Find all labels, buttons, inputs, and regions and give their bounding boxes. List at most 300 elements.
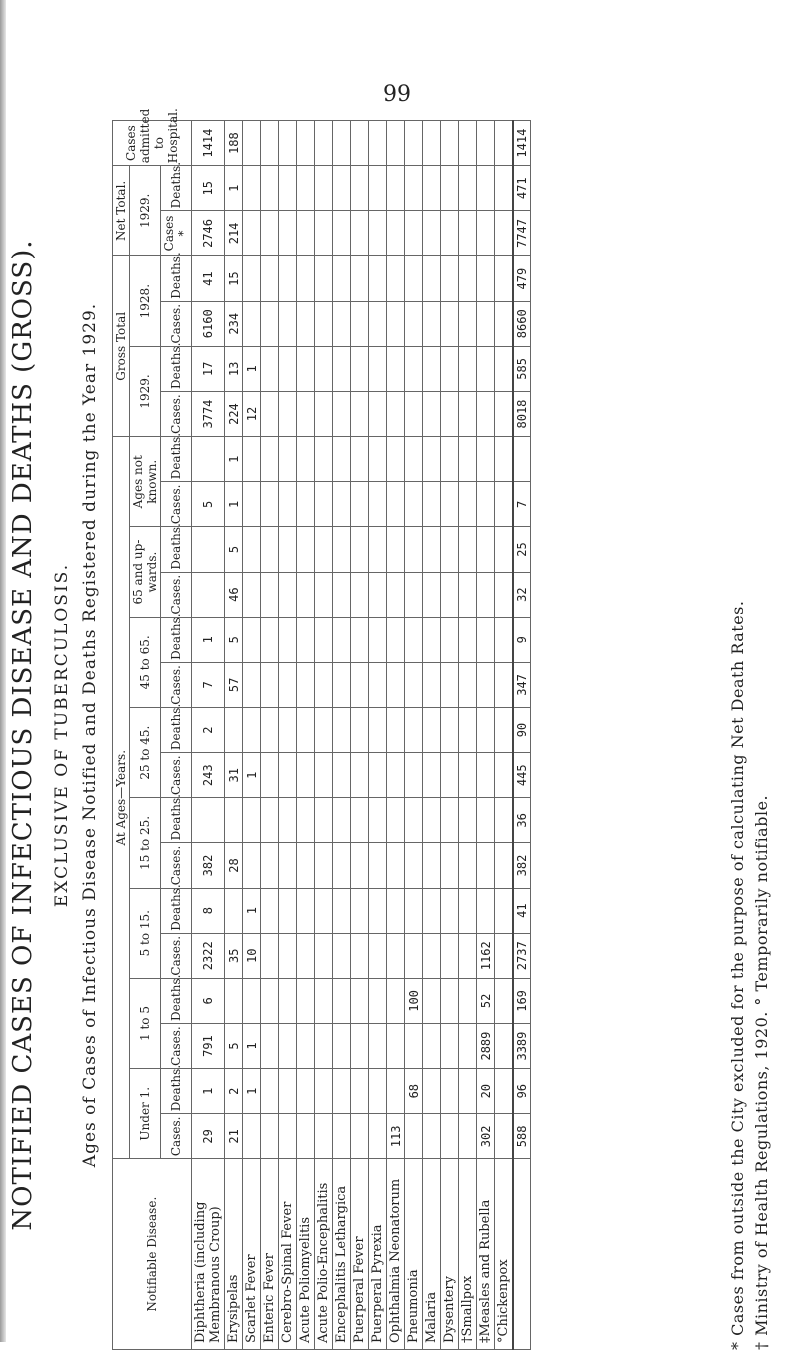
cell-value (387, 843, 405, 888)
cell-value (243, 301, 261, 346)
cell-value (369, 211, 387, 256)
cell-value (297, 1023, 315, 1068)
cell-value (369, 617, 387, 662)
cell-value (333, 662, 351, 707)
cell-value (459, 843, 477, 888)
cell-value (405, 843, 423, 888)
cell-value (351, 391, 369, 436)
cell-value (387, 527, 405, 572)
cell-value (495, 256, 514, 301)
disease-name: ‡Measles and Rubella (477, 1159, 495, 1350)
cell-value (333, 617, 351, 662)
cell-value (279, 527, 297, 572)
cell-value: 13 (225, 346, 243, 391)
cell-value (387, 617, 405, 662)
cell-value (387, 346, 405, 391)
header-cases: Cases. (161, 572, 192, 617)
cell-value: 21 (225, 1114, 243, 1159)
cell-value (297, 527, 315, 572)
cell-value (459, 166, 477, 211)
cell-value (387, 572, 405, 617)
cell-value (351, 346, 369, 391)
cell-value: 36 (513, 798, 531, 843)
cell-value: 7 (513, 482, 531, 527)
cell-value: 8660 (513, 301, 531, 346)
cell-value (315, 527, 333, 572)
cell-value (441, 391, 459, 436)
header-cases: Cases. (161, 843, 192, 888)
page-subtitle: EXCLUSIVE OF TUBERCULOSIS. (52, 562, 72, 908)
cell-value (351, 888, 369, 933)
cell-value (243, 256, 261, 301)
cell-value: 9 (513, 617, 531, 662)
cell-value (315, 256, 333, 301)
cell-value (315, 437, 333, 482)
header-year: 1929. (130, 346, 161, 436)
cell-value (333, 1023, 351, 1068)
cell-value (243, 617, 261, 662)
header-cases: Cases. (161, 482, 192, 527)
cell-value (315, 798, 333, 843)
cell-value (387, 753, 405, 798)
cell-value (387, 391, 405, 436)
cell-value (441, 346, 459, 391)
cell-value (315, 617, 333, 662)
cell-value (459, 888, 477, 933)
cell-value: 2 (192, 708, 225, 753)
cell-value: 1 (243, 346, 261, 391)
cell-value (441, 121, 459, 166)
cell-value (315, 211, 333, 256)
cell-value (351, 798, 369, 843)
cell-value (369, 798, 387, 843)
cell-value (297, 211, 315, 256)
cell-value (495, 888, 514, 933)
cell-value (459, 1114, 477, 1159)
cell-value (351, 617, 369, 662)
header-deaths: Deaths. (161, 527, 192, 572)
cell-value (441, 572, 459, 617)
rotated-table-page (0, 108, 780, 1350)
cell-value (423, 843, 441, 888)
header-deaths: Deaths. (161, 888, 192, 933)
header-age-group: 65 and up-wards. (130, 527, 161, 617)
cell-value (423, 753, 441, 798)
cell-value (279, 708, 297, 753)
cell-value (477, 121, 495, 166)
header-gross-total: Gross Total (113, 256, 130, 437)
cell-value: 96 (513, 1069, 531, 1114)
cell-value: 1414 (192, 121, 225, 166)
cell-value: 791 (192, 1023, 225, 1068)
cell-value (333, 888, 351, 933)
cell-value (423, 888, 441, 933)
table-row (477, 121, 495, 1350)
cell-value (192, 798, 225, 843)
cell-value (477, 346, 495, 391)
table-row (315, 121, 333, 1350)
cell-value (459, 437, 477, 482)
cell-value (261, 617, 279, 662)
cell-value: 32 (513, 572, 531, 617)
cell-value: 100 (405, 978, 423, 1023)
cell-value (243, 482, 261, 527)
cell-value (315, 1069, 333, 1114)
cell-value: 214 (225, 211, 243, 256)
cell-value (333, 482, 351, 527)
cell-value (261, 1114, 279, 1159)
disease-name: Dysentery (441, 1159, 459, 1350)
cell-value (261, 346, 279, 391)
header-deaths: Deaths. (161, 978, 192, 1023)
cell-value: 1414 (513, 121, 531, 166)
cell-value (441, 1069, 459, 1114)
cell-value (261, 933, 279, 978)
cell-value (405, 346, 423, 391)
cell-value (459, 662, 477, 707)
cell-value: 1 (243, 1023, 261, 1068)
cell-value: 29 (192, 1114, 225, 1159)
cell-value (315, 391, 333, 436)
cell-value (315, 933, 333, 978)
cell-value (477, 798, 495, 843)
cell-value (333, 933, 351, 978)
page-title: NOTIFIED CASES OF INFECTIOUS DISEASE AND DEATHS (GROSS). (8, 239, 38, 1231)
cell-value (459, 482, 477, 527)
cell-value (333, 708, 351, 753)
header-age-group: Ages not known. (130, 437, 161, 527)
cell-value: 8 (192, 888, 225, 933)
cell-value (477, 166, 495, 211)
cell-value: 1 (225, 437, 243, 482)
cell-value (441, 888, 459, 933)
cell-value (495, 1114, 514, 1159)
cell-value (441, 708, 459, 753)
cell-value: 68 (405, 1069, 423, 1114)
cell-value (369, 888, 387, 933)
cell-value (279, 1114, 297, 1159)
cell-value (351, 1023, 369, 1068)
cell-value: 2737 (513, 933, 531, 978)
cell-value (495, 617, 514, 662)
cell-value: 15 (192, 166, 225, 211)
cell-value (333, 437, 351, 482)
cell-value (315, 662, 333, 707)
cell-value (333, 301, 351, 346)
cell-value (369, 437, 387, 482)
cell-value (423, 798, 441, 843)
cell-value (423, 1069, 441, 1114)
cell-value: 471 (513, 166, 531, 211)
cell-value (315, 482, 333, 527)
cell-value (333, 211, 351, 256)
cell-value (387, 978, 405, 1023)
cell-value (495, 437, 514, 482)
table-row (225, 121, 243, 1350)
cell-value (441, 527, 459, 572)
cell-value: 57 (225, 662, 243, 707)
cell-value (423, 437, 441, 482)
cell-value (351, 437, 369, 482)
table-row (441, 121, 459, 1350)
cell-value (351, 121, 369, 166)
cell-value (297, 1069, 315, 1114)
header-year: 1929. (130, 166, 161, 256)
cell-value (351, 256, 369, 301)
cell-value (495, 798, 514, 843)
cell-value: 1 (243, 1069, 261, 1114)
cell-value (459, 933, 477, 978)
cell-value (405, 888, 423, 933)
cell-value (315, 301, 333, 346)
cell-value: 5 (225, 527, 243, 572)
cell-value (423, 527, 441, 572)
cell-value (477, 662, 495, 707)
cell-value: 3389 (513, 1023, 531, 1068)
cell-value (369, 301, 387, 346)
cell-value: 588 (513, 1114, 531, 1159)
cell-value (333, 978, 351, 1023)
cell-value (369, 1023, 387, 1068)
header-age-group: 5 to 15. (130, 888, 161, 978)
header-cases: Cases. (161, 662, 192, 707)
cell-value (441, 301, 459, 346)
cell-value (495, 1023, 514, 1068)
cell-value: 382 (513, 843, 531, 888)
table-row (261, 121, 279, 1350)
header-cases: Cases. (161, 1114, 192, 1159)
disease-name: Puerperal Fever (351, 1159, 369, 1350)
cell-value (279, 301, 297, 346)
table-caption: Ages of Cases of Infectious Disease Notified and Deaths Registered during the Year 1929. (80, 302, 100, 1168)
cell-value (243, 121, 261, 166)
cell-value (333, 1069, 351, 1114)
cell-value (369, 166, 387, 211)
cell-value: 5 (225, 617, 243, 662)
cell-value (387, 798, 405, 843)
footnote: * Cases from outside the City excluded for the purpose of calculating Net Death Rates. (728, 600, 747, 1350)
cell-value (192, 572, 225, 617)
cell-value (261, 1069, 279, 1114)
cell-value: 113 (387, 1114, 405, 1159)
cell-value (459, 978, 477, 1023)
cell-value (315, 1114, 333, 1159)
cell-value (297, 978, 315, 1023)
cell-value (387, 708, 405, 753)
cell-value: 224 (225, 391, 243, 436)
cell-value: 52 (477, 978, 495, 1023)
disease-name: Erysipelas (225, 1159, 243, 1350)
cell-value (495, 1069, 514, 1114)
cell-value (477, 527, 495, 572)
cell-value (405, 1023, 423, 1068)
cell-value (261, 301, 279, 346)
cell-value (477, 301, 495, 346)
cell-value (297, 798, 315, 843)
cell-value (279, 617, 297, 662)
cell-value (423, 708, 441, 753)
cell-value (261, 843, 279, 888)
cell-value (351, 166, 369, 211)
cell-value (477, 843, 495, 888)
cell-value (243, 527, 261, 572)
cell-value (495, 301, 514, 346)
cell-value (495, 708, 514, 753)
cell-value: 585 (513, 346, 531, 391)
table-row (405, 121, 423, 1350)
cell-value (477, 708, 495, 753)
cell-value (495, 978, 514, 1023)
cell-value (279, 121, 297, 166)
cell-value (459, 617, 477, 662)
cell-value (495, 211, 514, 256)
cell-value (261, 211, 279, 256)
cell-value (261, 888, 279, 933)
cell-value (351, 482, 369, 527)
cell-value (459, 527, 477, 572)
disease-name: Scarlet Fever (243, 1159, 261, 1350)
cell-value: 15 (225, 256, 243, 301)
cell-value (243, 572, 261, 617)
cell-value (315, 843, 333, 888)
cell-value: 302 (477, 1114, 495, 1159)
cell-value (297, 482, 315, 527)
cell-value (441, 256, 459, 301)
disease-name: Enteric Fever (261, 1159, 279, 1350)
cell-value (315, 166, 333, 211)
table-row (333, 121, 351, 1350)
cell-value (405, 301, 423, 346)
cell-value (459, 798, 477, 843)
header-deaths: Deaths. (161, 166, 192, 211)
cell-value (477, 753, 495, 798)
cell-value (459, 753, 477, 798)
cell-value (459, 1069, 477, 1114)
cell-value (423, 121, 441, 166)
cell-value (315, 708, 333, 753)
cell-value (495, 166, 514, 211)
cell-value (351, 978, 369, 1023)
cell-value (423, 346, 441, 391)
cell-value (261, 1023, 279, 1068)
cell-value (369, 527, 387, 572)
cell-value (441, 166, 459, 211)
cell-value: 1 (192, 617, 225, 662)
table-row (351, 121, 369, 1350)
cell-value (279, 166, 297, 211)
header-deaths: Deaths. (161, 1069, 192, 1114)
cell-value: 7747 (513, 211, 531, 256)
cell-value (333, 753, 351, 798)
header-at-ages: At Ages—Years. (113, 437, 130, 1159)
disease-name: Ophthalmia Neonatorum (387, 1159, 405, 1350)
cell-value: 445 (513, 753, 531, 798)
cell-value: 2746 (192, 211, 225, 256)
cell-value (369, 391, 387, 436)
cell-value (405, 166, 423, 211)
cell-value (261, 708, 279, 753)
disease-table (112, 108, 531, 1350)
cell-value (495, 121, 514, 166)
cell-value (369, 753, 387, 798)
cell-value (423, 617, 441, 662)
cell-value (315, 572, 333, 617)
cell-value (297, 301, 315, 346)
cell-value (243, 211, 261, 256)
header-cases-star: Cases * (161, 211, 192, 256)
header-age-group: 25 to 45. (130, 708, 161, 798)
cell-value (279, 978, 297, 1023)
cell-value (441, 617, 459, 662)
cell-value (387, 1023, 405, 1068)
footnote: † Ministry of Health Regulations, 1920. ° Temporarily notifiable. (752, 794, 771, 1350)
cell-value (423, 166, 441, 211)
cell-value (261, 978, 279, 1023)
cell-value: 6 (192, 978, 225, 1023)
table-body (192, 121, 531, 1350)
cell-value (315, 888, 333, 933)
cell-value (351, 527, 369, 572)
cell-value (423, 572, 441, 617)
cell-value (297, 121, 315, 166)
disease-name: Acute Poliomyelitis (297, 1159, 315, 1350)
cell-value (369, 978, 387, 1023)
cell-value (297, 933, 315, 978)
cell-value (225, 798, 243, 843)
cell-value (297, 708, 315, 753)
cell-value (279, 753, 297, 798)
cell-value (405, 933, 423, 978)
cell-value (261, 121, 279, 166)
cell-value (351, 572, 369, 617)
cell-value (405, 527, 423, 572)
cell-value (477, 437, 495, 482)
cell-value (387, 256, 405, 301)
cell-value: 479 (513, 256, 531, 301)
cell-value (297, 888, 315, 933)
cell-value (243, 437, 261, 482)
page-number: 99 (383, 82, 411, 107)
cell-value (243, 1114, 261, 1159)
cell-value (333, 843, 351, 888)
cell-value: 3774 (192, 391, 225, 436)
cell-value: 41 (192, 256, 225, 301)
cell-value (297, 437, 315, 482)
header-cases-admitted: Cases admitted to Hospital. (113, 121, 192, 166)
header-age-group: 45 to 65. (130, 617, 161, 707)
cell-value: 90 (513, 708, 531, 753)
cell-value: 10 (243, 933, 261, 978)
cell-value (297, 617, 315, 662)
header-cases: Cases. (161, 933, 192, 978)
cell-value (279, 1023, 297, 1068)
header-age-group: 1 to 5 (130, 978, 161, 1068)
cell-value (369, 708, 387, 753)
cell-value (441, 437, 459, 482)
cell-value: 35 (225, 933, 243, 978)
cell-value: 2889 (477, 1023, 495, 1068)
cell-value (192, 437, 225, 482)
cell-value (459, 391, 477, 436)
cell-value: 2 (225, 1069, 243, 1114)
cell-value (369, 346, 387, 391)
cell-value: 347 (513, 662, 531, 707)
table-row (459, 121, 477, 1350)
cell-value (369, 256, 387, 301)
cell-value (333, 572, 351, 617)
cell-value (495, 482, 514, 527)
cell-value (387, 933, 405, 978)
